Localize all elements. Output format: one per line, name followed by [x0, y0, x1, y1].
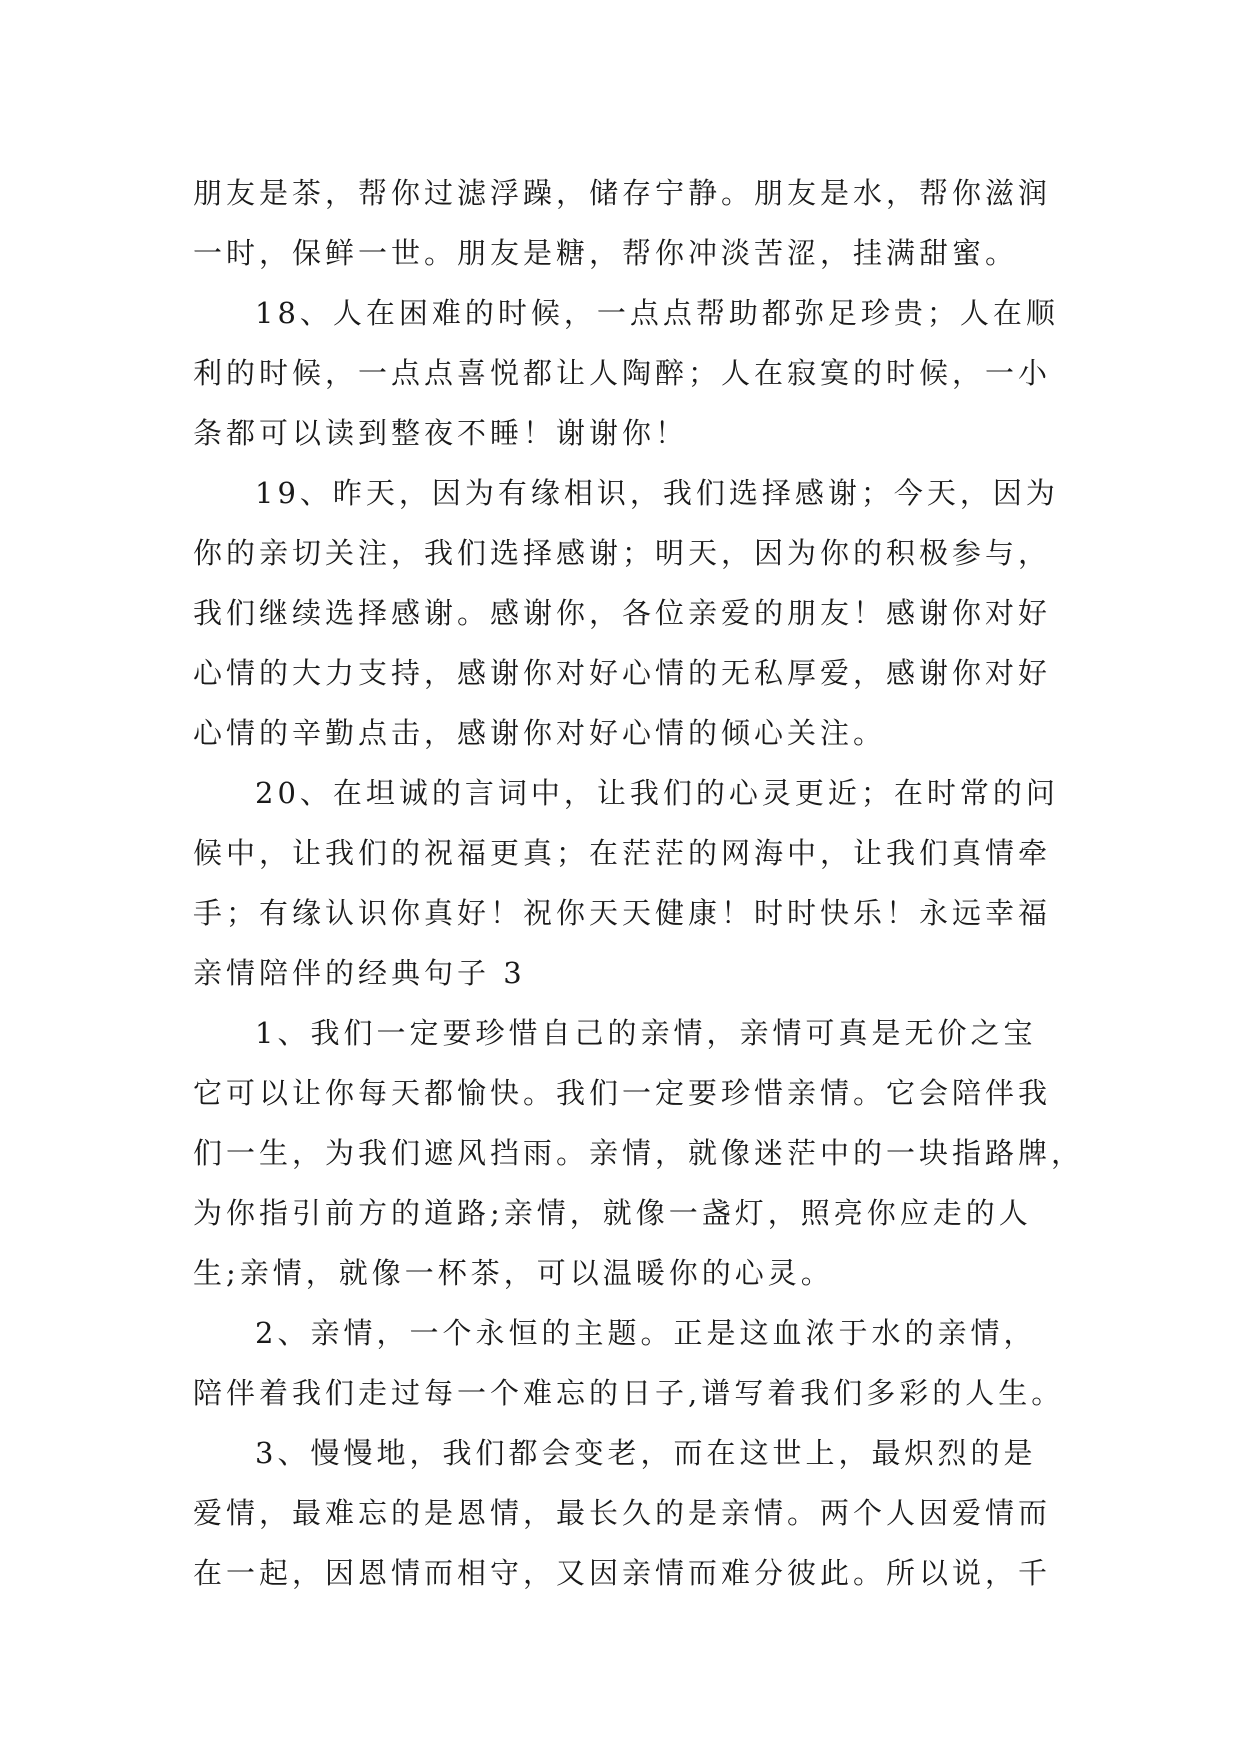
paragraph-start-line: 20、在坦诚的言词中，让我们的心灵更近；在时常的问: [255, 776, 1059, 810]
text-line: 一时，保鲜一世。朋友是糖，帮你冲淡苦涩，挂满甜蜜。: [193, 236, 1019, 270]
text-line: 心情的辛勤点击，感谢你对好心情的倾心关注。: [193, 716, 887, 750]
paragraph-start-line: 18、人在困难的时候，一点点帮助都弥足珍贵；人在顺: [255, 296, 1059, 330]
text-line: 心情的大力支持，感谢你对好心情的无私厚爱，感谢你对好: [193, 656, 1052, 690]
text-line: 生;亲情，就像一杯茶，可以温暖你的心灵。: [193, 1256, 834, 1290]
section-heading: 亲情陪伴的经典句子 3: [193, 956, 526, 990]
text-line: 条都可以读到整夜不睡！谢谢你！: [193, 416, 689, 450]
text-line: 在一起，因恩情而相守，又因亲情而难分彼此。所以说，千: [193, 1556, 1052, 1590]
text-line: 为你指引前方的道路;亲情，就像一盏灯，照亮你应走的人: [193, 1196, 1032, 1230]
text-line: 朋友是茶，帮你过滤浮躁，储存宁静。朋友是水，帮你滋润: [193, 176, 1052, 210]
paragraph-start-line: 2、亲情，一个永恒的主题。正是这血浓于水的亲情，: [255, 1316, 1037, 1350]
text-line: 你的亲切关注，我们选择感谢；明天，因为你的积极参与，: [193, 536, 1052, 570]
text-line: 它可以让你每天都愉快。我们一定要珍惜亲情。它会陪伴我: [193, 1076, 1052, 1110]
text-line: 陪伴着我们走过每一个难忘的日子,谱写着我们多彩的人生。: [193, 1376, 1065, 1410]
text-line: 候中，让我们的祝福更真；在茫茫的网海中，让我们真情牵: [193, 836, 1052, 870]
text-line: 利的时候，一点点喜悦都让人陶醉；人在寂寞的时候，一小: [193, 356, 1052, 390]
paragraph-start-line: 1、我们一定要珍惜自己的亲情，亲情可真是无价之宝: [255, 1016, 1037, 1050]
text-line: 手；有缘认识你真好！祝你天天健康！时时快乐！永远幸福: [193, 896, 1052, 930]
text-line: 我们继续选择感谢。感谢你，各位亲爱的朋友！感谢你对好: [193, 596, 1052, 630]
document-body: [193, 163, 1085, 1603]
text-line: 们一生，为我们遮风挡雨。亲情，就像迷茫中的一块指路牌，: [193, 1136, 1085, 1170]
paragraph-start-line: 3、慢慢地，我们都会变老，而在这世上，最炽烈的是: [255, 1436, 1037, 1470]
paragraph-start-line: 19、昨天，因为有缘相识，我们选择感谢；今天，因为: [255, 476, 1059, 510]
text-line: 爱情，最难忘的是恩情，最长久的是亲情。两个人因爱情而: [193, 1496, 1052, 1530]
